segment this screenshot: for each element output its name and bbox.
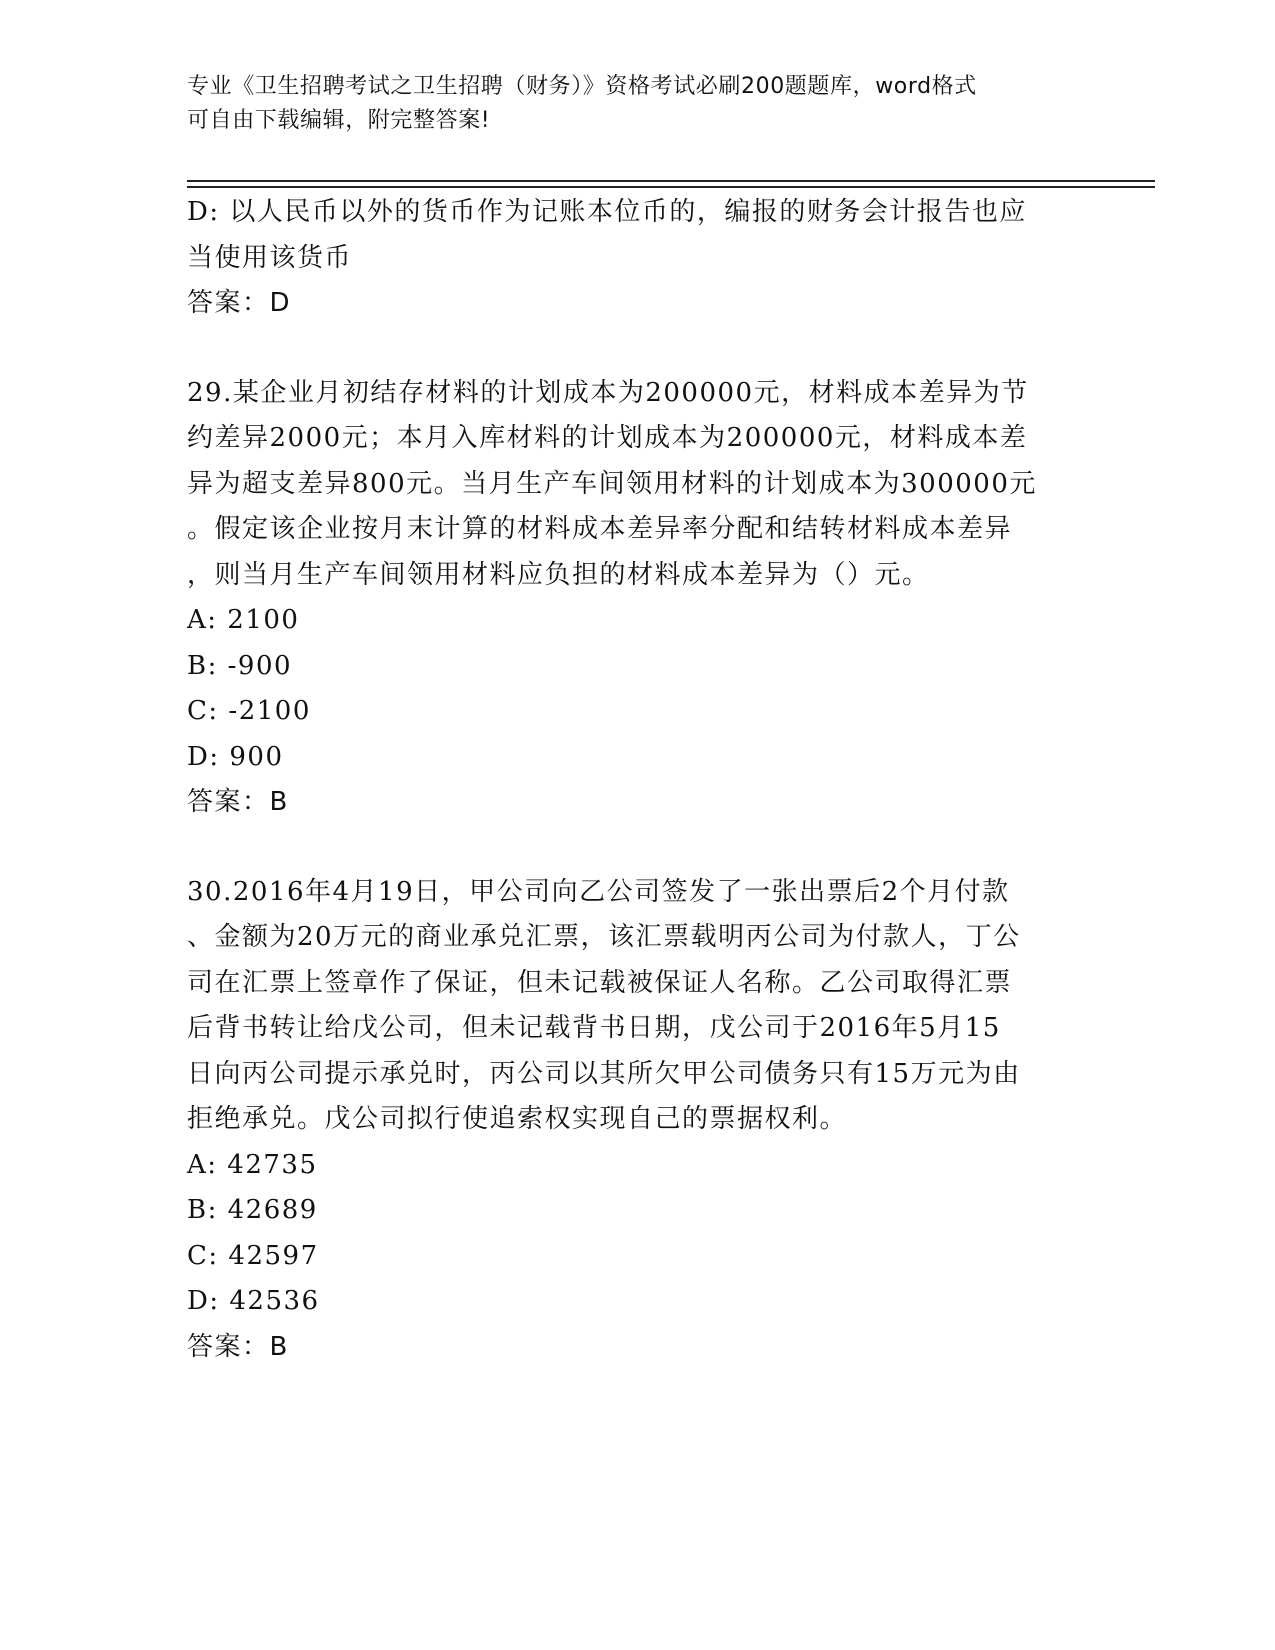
option-a: A: 2100 bbox=[187, 605, 300, 635]
document-header bbox=[187, 70, 1077, 138]
question-29 bbox=[187, 371, 1077, 826]
question-text-line: 异为超支差异800元。当月生产车间领用材料的计划成本为300000元 bbox=[187, 468, 1037, 499]
option-d: D: 42536 bbox=[187, 1286, 320, 1316]
option-d-line-1: D: 以人民币以外的货币作为记账本位币的，编报的财务会计报告也应 bbox=[187, 197, 1027, 227]
document-body bbox=[187, 190, 1077, 1370]
option-c: C: -2100 bbox=[187, 696, 311, 726]
question-text-line: 后背书转让给戊公司，但未记载背书日期，戊公司于2016年5月15 bbox=[187, 1013, 1001, 1043]
option-b: B: -900 bbox=[187, 650, 293, 681]
previous-question-block bbox=[187, 190, 1077, 327]
question-text-line: ，则当月生产车间领用材料应负担的材料成本差异为（）元。 bbox=[187, 559, 930, 590]
option-c: C: 42597 bbox=[187, 1240, 319, 1271]
question-text-line: 司在汇票上签章作了保证，但未记载被保证人名称。乙公司取得汇票 bbox=[187, 967, 1013, 998]
answer-label: 答案：D bbox=[187, 288, 292, 318]
header-line-2: 可自由下载编辑，附完整答案! bbox=[187, 108, 491, 133]
header-line-1: 专业《卫生招聘考试之卫生招聘（财务）》资格考试必刷200题题库，word格式 bbox=[187, 74, 977, 99]
question-text-line: 、金额为20万元的商业承兑汇票，该汇票载明丙公司为付款人，丁公 bbox=[187, 922, 1021, 952]
option-d-line-2: 当使用该货币 bbox=[187, 242, 353, 273]
option-b: B: 42689 bbox=[187, 1195, 318, 1225]
question-text-line: 。假定该企业按月末计算的材料成本差异率分配和结转材料成本差异 bbox=[187, 514, 1013, 544]
option-d: D: 900 bbox=[187, 741, 284, 772]
question-text-line: 拒绝承兑。戊公司拟行使追索权实现自己的票据权利。 bbox=[187, 1104, 848, 1134]
question-text-line: 日向丙公司提示承兑时，丙公司以其所欠甲公司债务只有15万元为由 bbox=[187, 1058, 1021, 1089]
spacer bbox=[187, 826, 1077, 870]
header-divider-top bbox=[187, 180, 1155, 182]
spacer bbox=[187, 327, 1077, 371]
question-30 bbox=[187, 870, 1077, 1371]
question-text-line: 约差异2000元；本月入库材料的计划成本为200000元，材料成本差 bbox=[187, 423, 1028, 453]
option-a: A: 42735 bbox=[187, 1149, 318, 1180]
question-text-line: 30.2016年4月19日，甲公司向乙公司签发了一张出票后2个月付款 bbox=[187, 876, 1010, 907]
answer-label: 答案：B bbox=[187, 1331, 289, 1362]
question-text-line: 29.某企业月初结存材料的计划成本为200000元，材料成本差异为节 bbox=[187, 377, 1029, 408]
answer-label: 答案：B bbox=[187, 787, 289, 817]
header-divider-bottom bbox=[187, 186, 1155, 188]
